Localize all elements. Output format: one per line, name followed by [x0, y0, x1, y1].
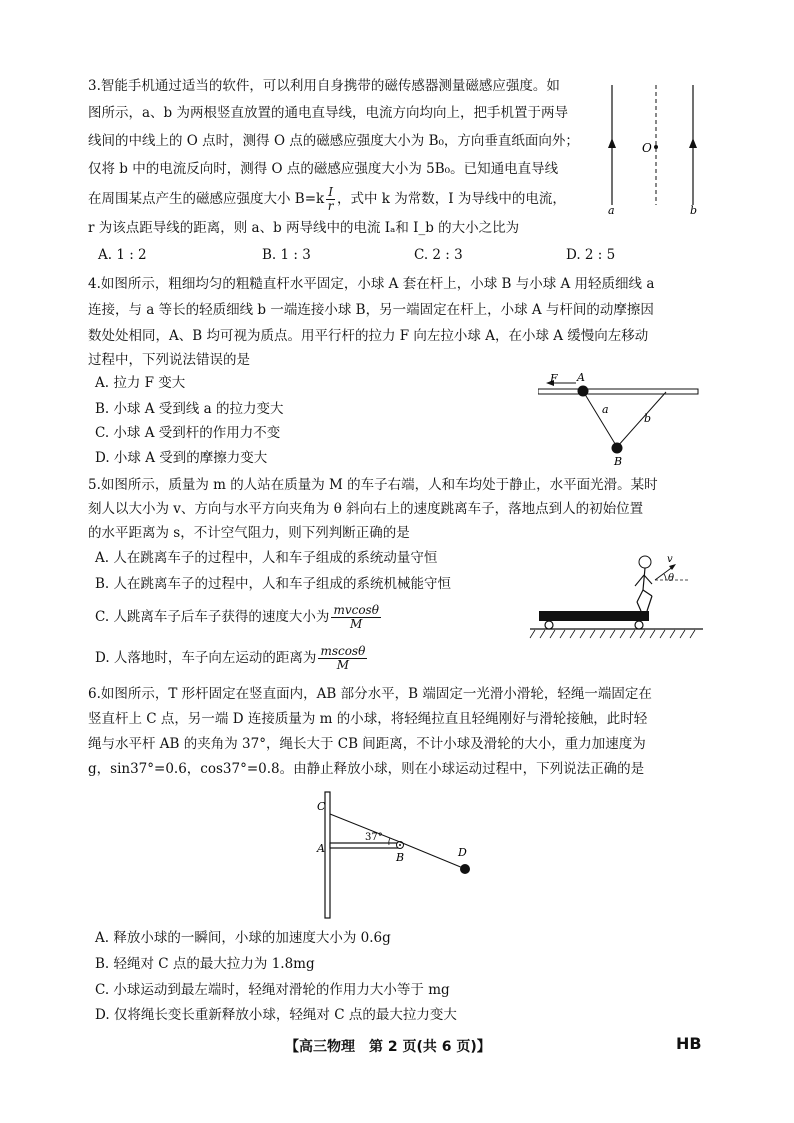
q3-figure	[600, 80, 710, 220]
q5-option-c	[95, 604, 383, 631]
q3-fig-label-a: a	[608, 204, 615, 217]
q4-option-c: C. 小球 A 受到杆的作用力不变	[95, 425, 281, 441]
q3-line-6: r 为该点距导线的距离，则 a、b 两导线中的电流 Iₐ和 I_b 的大小之比为	[88, 220, 520, 236]
q6-fig-label-b: B	[396, 851, 405, 864]
q3-frac-den: r	[327, 199, 334, 213]
q4-figure	[538, 368, 708, 468]
q4-line-4: 过程中，下列说法错误的是	[88, 352, 250, 368]
q4-fig-label-a-ball: A	[577, 371, 585, 384]
q4-fig-label-line-a: a	[602, 403, 609, 416]
q5-option-c-fraction	[331, 604, 381, 631]
q3-option-c: C. 2 : 3	[414, 247, 463, 263]
q3-line-1: 3.智能手机通过适当的软件，可以利用自身携带的磁传感器测量磁感应强度。如	[88, 78, 560, 94]
q6-line-1: 6.如图所示，T 形杆固定在竖直面内，AB 部分水平，B 端固定一光滑小滑轮，轻绳一端固定在	[88, 686, 652, 702]
q6-line-3: 绳与水平杆 AB 的夹角为 37°，绳长大于 CB 间距离，不计小球及滑轮的大小，重力加速度为	[88, 736, 646, 752]
q6-figure	[305, 788, 495, 920]
q3-line-5	[88, 186, 566, 213]
q6-option-c: C. 小球运动到最左端时，轻绳对滑轮的作用力大小等于 mg	[95, 982, 450, 998]
q4-line-1: 4.如图所示，粗细均匀的粗糙直杆水平固定，小球 A 套在杆上，小球 B 与小球 A 用轻质细线 a	[88, 276, 655, 292]
q5-option-b: B. 人在跳离车子的过程中，人和车子组成的系统机械能守恒	[95, 576, 452, 592]
q3-fig-label-b: b	[690, 204, 698, 217]
q3-line-3: 线间的中线上的 O 点时，测得 O 点的磁感应强度大小为 B₀，方向垂直纸面向外；	[88, 133, 579, 149]
q6-line-2: 竖直杆上 C 点，另一端 D 连接质量为 m 的小球，将轻绳拉直且轻绳刚好与滑轮接触，此时轻	[88, 711, 648, 727]
q3-option-d: D. 2 : 5	[566, 247, 616, 263]
q5-fig-label-v: v	[667, 554, 673, 565]
q5-option-a: A. 人在跳离车子的过程中，人和车子组成的系统动量守恒	[95, 550, 438, 566]
q3-line-4: 仅将 b 中的电流反向时，测得 O 点的磁感应强度大小为 5B₀。已知通电直导线	[88, 161, 559, 177]
q3-line-5a: 在周围某点产生的磁感应强度大小 B=k	[88, 191, 325, 207]
q5-c-den: M	[350, 617, 363, 631]
q5-option-d	[95, 645, 369, 672]
q6-option-d: D. 仅将绳长变长重新释放小球，轻绳对 C 点的最大拉力变大	[95, 1007, 457, 1023]
q4-fig-label-line-b: b	[644, 412, 652, 425]
q5-line-3: 的水平距离为 s，不计空气阻力，则下列判断正确的是	[88, 525, 410, 541]
q5-option-d-text: D. 人落地时，车子向左运动的距离为	[95, 650, 317, 666]
q4-option-b: B. 小球 A 受到线 a 的拉力变大	[95, 401, 284, 417]
q6-fig-label-angle: 37°	[365, 832, 383, 843]
q4-option-d: D. 小球 A 受到的摩擦力变大	[95, 450, 268, 466]
q5-figure	[525, 550, 705, 642]
q6-option-a: A. 释放小球的一瞬间，小球的加速度大小为 0.6g	[95, 930, 391, 946]
q5-option-c-text: C. 人跳离车子后车子获得的速度大小为	[95, 609, 330, 625]
q6-fig-label-d: D	[458, 846, 467, 859]
q3-option-b: B. 1 : 3	[262, 247, 311, 263]
q5-line-2: 刻人以大小为 v、方向与水平方向夹角为 θ 斜向右上的速度跳离车子，落地点到人的初始位置	[88, 501, 644, 517]
q4-line-3: 数处处相同，A、B 均可视为质点。用平行杆的拉力 F 向左拉小球 A，在小球 A 缓慢向左移动	[88, 328, 649, 344]
q5-d-num: mscosθ	[320, 644, 366, 658]
q5-d-den: M	[336, 658, 350, 672]
q4-line-2: 连接，与 a 等长的轻质细线 b 一端连接小球 B，另一端固定在杆上，小球 A 与杆间的动摩擦因	[88, 302, 654, 318]
q3-frac-num: I	[328, 185, 333, 199]
q3-fig-label-o: O	[642, 141, 652, 155]
q3-option-a: A. 1 : 2	[98, 247, 147, 263]
exam-code: HB	[676, 1034, 702, 1053]
q5-line-1: 5.如图所示，质量为 m 的人站在质量为 M 的车子右端，人和车均处于静止，水平面光滑。某时	[88, 477, 658, 493]
q5-fig-label-theta: θ	[668, 573, 675, 584]
q5-c-num: mvcosθ	[333, 603, 379, 617]
q6-fig-label-a: A	[317, 842, 325, 855]
q6-fig-label-c: C	[317, 800, 326, 813]
q4-fig-label-b-ball: B	[614, 455, 623, 468]
q5-option-d-fraction	[318, 645, 367, 672]
page-footer: 【高三物理 第 2 页(共 6 页)】	[285, 1039, 491, 1055]
q3-fraction	[326, 186, 335, 213]
q6-line-4: g，sin37°=0.6，cos37°=0.8。由静止释放小球，则在小球运动过程中，下列说法正确的是	[88, 761, 645, 777]
q4-option-a: A. 拉力 F 变大	[95, 375, 186, 391]
q6-option-b: B. 轻绳对 C 点的最大拉力为 1.8mg	[95, 956, 315, 972]
q4-fig-label-f: F	[550, 372, 558, 385]
q3-line-5b: ，式中 k 为常数，I 为导线中的电流，	[336, 191, 566, 207]
q3-line-2: 图所示，a、b 为两根竖直放置的通电直导线，电流方向均向上，把手机置于两导	[88, 105, 568, 121]
